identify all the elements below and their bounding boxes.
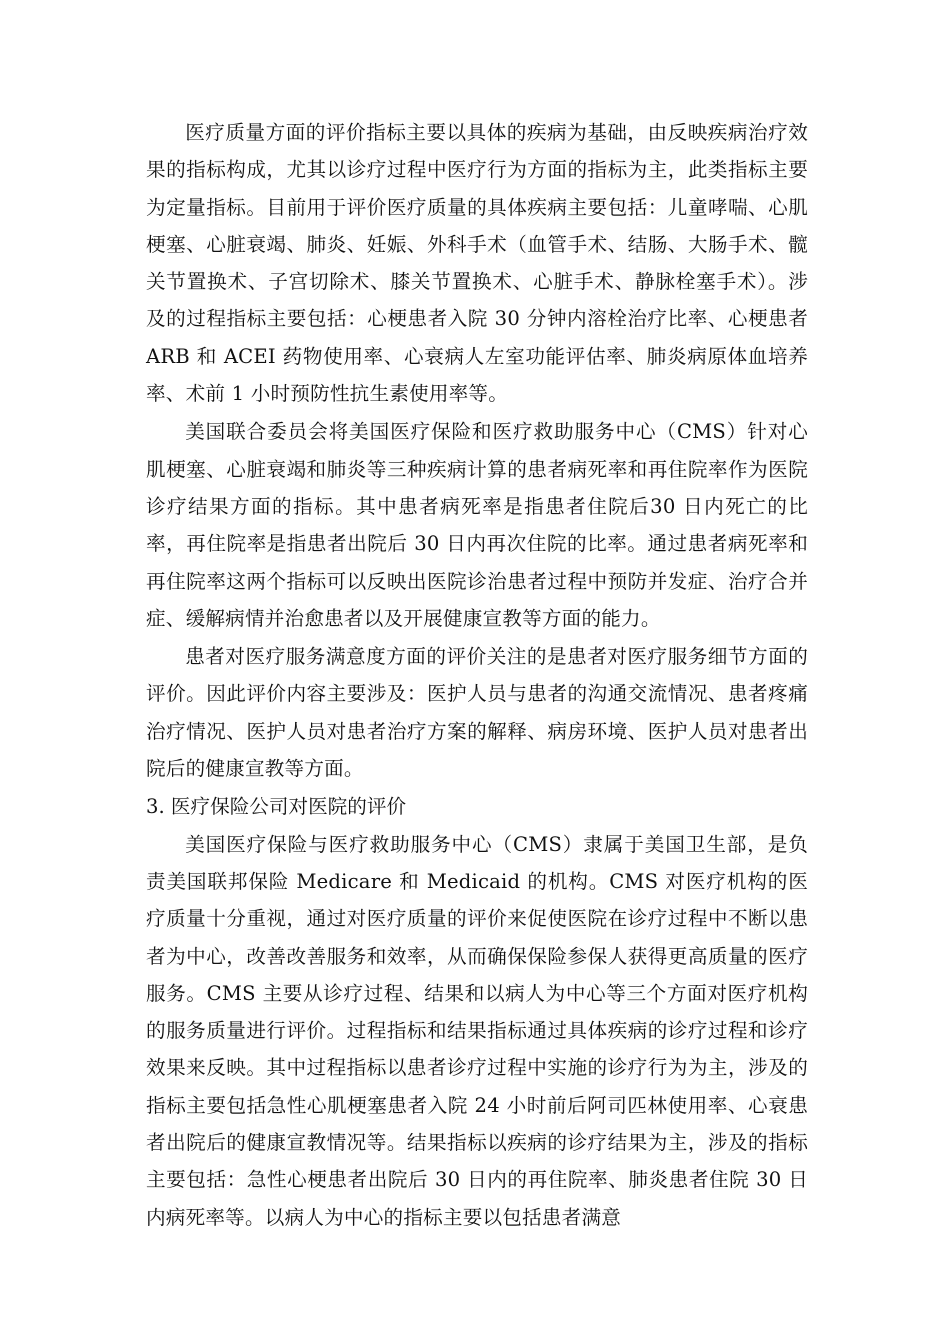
section-heading: 3. 医疗保险公司对医院的评价 — [146, 795, 407, 819]
paragraph-patient-satisfaction: 患者对医疗服务满意度方面的评价关注的是患者对医疗服务细节方面的评价。因此评价内容主要涉及：医护人员与患者的沟通交流情况、患者疼痛治疗情况、医护人员对患者治疗方案的解释、病房环境、医护人员对患者出院后的健康宣教等方面。 — [146, 645, 808, 781]
paragraph-medical-quality: 医疗质量方面的评价指标主要以具体的疾病为基础，由反映疾病治疗效果的指标构成，尤其以诊疗过程中医疗行为方面的指标为主，此类指标主要为定量指标。目前用于评价医疗质量的具体疾病主要包括：儿童哮喘、心肌梗塞、心脏衰竭、肺炎、妊娠、外科手术（血管手术、结肠、大肠手术、髋关节置换术、子宫切除术、膝关节置换术、心脏手术、静脉栓塞手术）。涉及的过程指标主要包括：心梗患者入院 30 分钟内溶栓治疗比率、心梗患者 ARB 和 ACEI 药物使用率、心衰病人左室功能评估率、肺炎病原体血培养率、术前 1 小时预防性抗生素使用率等。 — [146, 121, 808, 406]
paragraph-joint-commission: 美国联合委员会将美国医疗保险和医疗救助服务中心（CMS）针对心肌梗塞、心脏衰竭和肺炎等三种疾病计算的患者病死率和再住院率作为医院诊疗结果方面的指标。其中患者病死率是指患者住院后30 日内死亡的比率，再住院率是指患者出院后 30 日内再次住院的比率。通过患者病死率和再住院率这两个指标可以反映出医院诊治患者过程中预防并发症、治疗合并症、缓解病情并治愈患者以及开展健康宣教等方面的能力。 — [146, 420, 808, 630]
document-page — [146, 114, 808, 1237]
paragraph-cms-evaluation: 美国医疗保险与医疗救助服务中心（CMS）隶属于美国卫生部，是负责美国联邦保险 Medicare 和 Medicaid 的机构。CMS 对医疗机构的医疗质量十分重视，通过对医疗质量的评价来促使医院在诊疗过程中不断以患者为中心，改善改善服务和效率，从而确保保险参保人获得更高质量的医疗服务。CMS 主要从诊疗过程、结果和以病人为中心等三个方面对医疗机构的服务质量进行评价。过程指标和结果指标通过具体疾病的诊疗过程和诊疗效果来反映。其中过程指标以患者诊疗过程中实施的诊疗行为为主，涉及的指标主要包括急性心肌梗塞患者入院 24 小时前后阿司匹林使用率、心衰患者出院后的健康宣教情况等。结果指标以疾病的诊疗结果为主，涉及的指标主要包括：急性心梗患者出院后 30 日内的再住院率、肺炎患者住院 30 日内病死率等。以病人为中心的指标主要以包括患者满意 — [146, 832, 808, 1229]
